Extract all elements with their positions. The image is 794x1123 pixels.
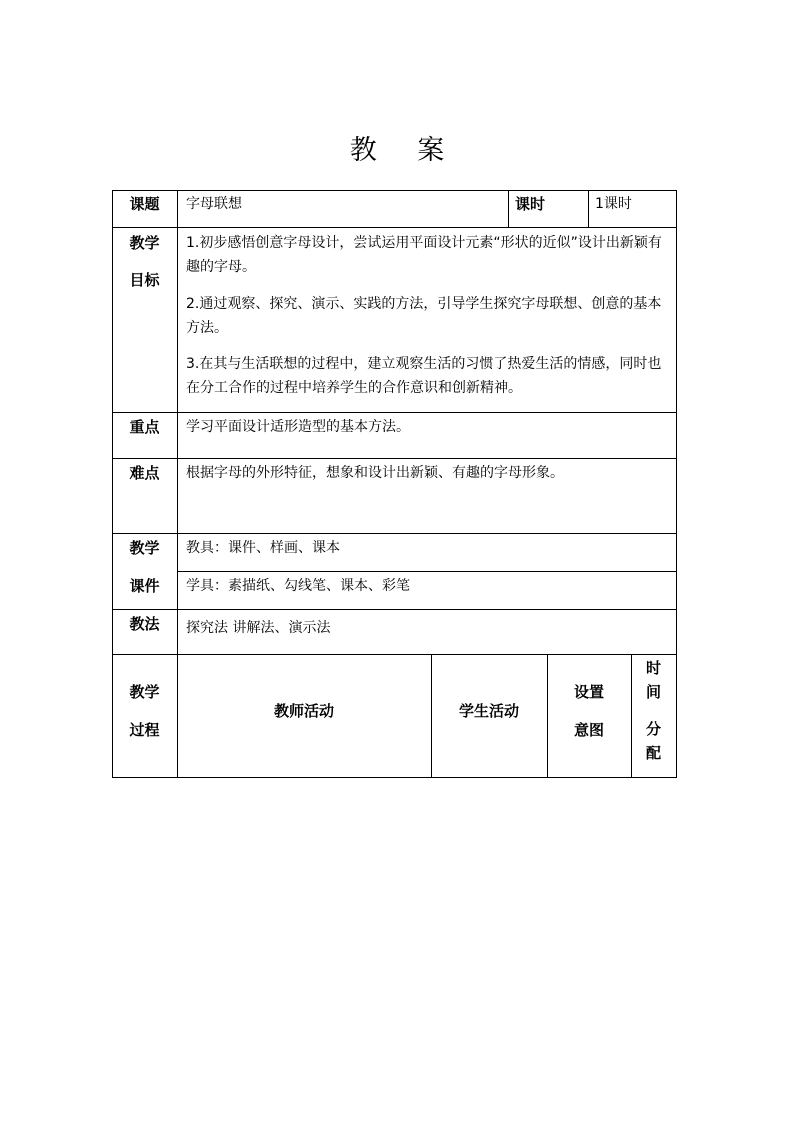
- goal-item-2: 2.通过观察、探究、演示、实践的方法，引导学生探究字母联想、创意的基本方法。: [186, 296, 662, 336]
- goal-item-3: 3.在其与生活联想的过程中，建立观察生活的习惯了热爱生活的情感，同时也在分工合作的过程中培养学生的合作意识和创新精神。: [186, 356, 662, 396]
- difficulty-value: 根据字母的外形特征，想象和设计出新颖、有趣的字母形象。: [186, 465, 564, 481]
- row-divider: [112, 412, 677, 413]
- row-divider: [112, 609, 677, 610]
- difficulty-label: 难点: [129, 464, 160, 482]
- column-divider: [508, 190, 509, 228]
- time-header-char3: 分: [645, 720, 661, 738]
- teacher-materials: 教具：课件、样画、课本: [186, 540, 340, 556]
- time-header-char4: 配: [645, 744, 661, 762]
- row-divider: [112, 458, 677, 459]
- row-divider: [177, 571, 677, 572]
- table-border-bottom: [112, 777, 677, 778]
- class-hours-label: 课时: [515, 195, 546, 213]
- table-border-right: [676, 190, 677, 778]
- key-point-value: 学习平面设计适形造型的基本方法。: [186, 419, 410, 435]
- row-divider: [112, 227, 677, 228]
- row-divider: [112, 654, 677, 655]
- topic-value: 字母联想: [186, 196, 242, 212]
- materials-label-line1: 教学: [129, 539, 160, 557]
- materials-label-line2: 课件: [129, 577, 160, 595]
- row-divider: [112, 533, 677, 534]
- goal-item-1: 1.初步感悟创意字母设计，尝试运用平面设计元素“形状的近似”设计出新颖有趣的字母。: [186, 235, 662, 275]
- method-value: 探究法 讲解法、演示法: [186, 620, 331, 636]
- topic-label: 课题: [129, 195, 160, 213]
- student-materials: 学具：素描纸、勾线笔、课本、彩笔: [186, 578, 410, 594]
- goals-label-line2: 目标: [129, 271, 160, 289]
- page-title: 教 案: [349, 135, 461, 166]
- process-label-line1: 教学: [129, 683, 160, 701]
- intent-header-line2: 意图: [573, 721, 604, 739]
- method-label: 教法: [129, 615, 160, 633]
- time-header-char2: 间: [645, 683, 661, 701]
- key-point-label: 重点: [129, 418, 160, 436]
- intent-header-line1: 设置: [573, 683, 604, 701]
- table-border-top: [112, 190, 677, 191]
- goals-label-line1: 教学: [129, 234, 160, 252]
- class-hours-value: 1课时: [595, 196, 632, 212]
- column-divider: [547, 654, 548, 778]
- column-divider: [588, 190, 589, 228]
- student-activity-header: 学生活动: [458, 702, 519, 720]
- time-header-char1: 时: [645, 659, 661, 677]
- label-column-divider: [177, 190, 178, 778]
- teacher-activity-header: 教师活动: [273, 702, 334, 720]
- process-label-line2: 过程: [129, 721, 160, 739]
